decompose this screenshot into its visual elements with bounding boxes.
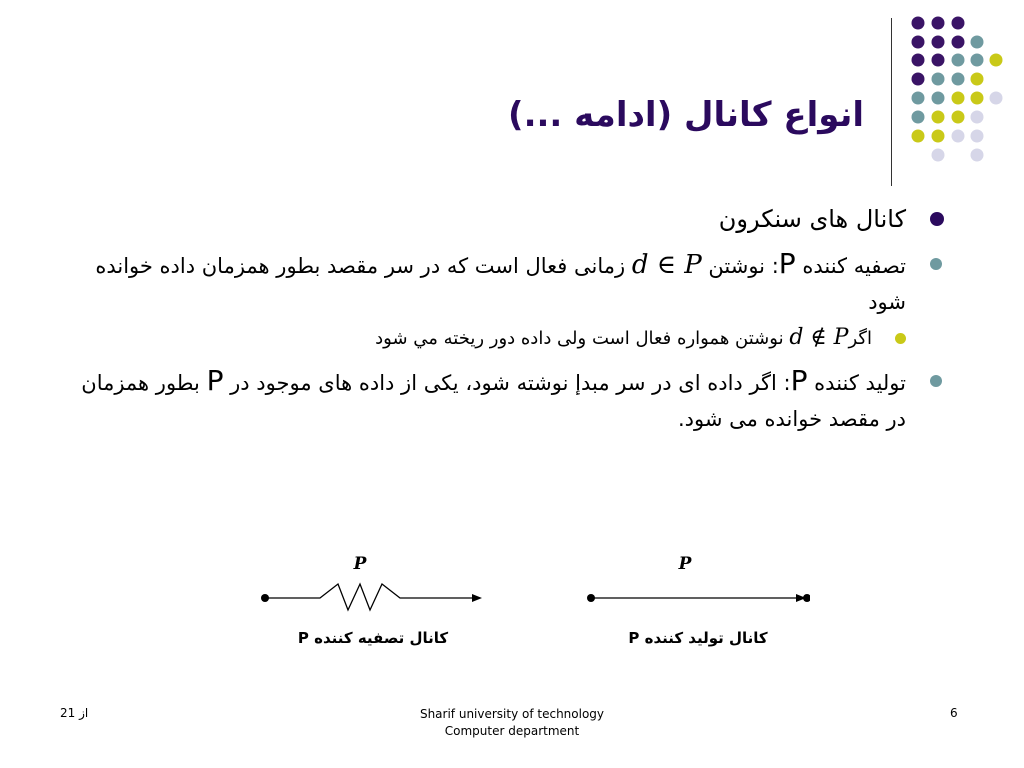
bullet-text: کانال های سنکرون — [718, 205, 906, 233]
bullet-synchronous-channels — [64, 200, 944, 238]
sub-bullet-discard — [64, 322, 944, 355]
bullet-dot-icon — [930, 212, 944, 226]
producer-channel-caption: کانال تولید کننده P — [628, 629, 768, 647]
bullet-text: بطور همزمان در مقصد خوانده می شود. — [81, 371, 906, 431]
arrow-right-icon — [472, 594, 482, 602]
bullet-text: : اگر داده ای در سر مبدإ نوشته شود، یکی از داده های موجود در — [223, 371, 791, 395]
bullet-p-symbol: P — [206, 364, 224, 397]
bullet-prefix: تولید کننده — [807, 371, 906, 395]
bullet-text: : نوشتن — [701, 254, 779, 278]
footer-institution — [362, 706, 662, 740]
footer-page-number: 6 — [950, 706, 958, 720]
filter-channel-zigzag-line — [265, 584, 472, 610]
footer-total-pages: از 21 — [60, 706, 89, 720]
producer-sink-dot — [803, 594, 810, 602]
bullet-prefix: اگر — [848, 328, 872, 349]
math-d-not-in-p: d ∉ P — [789, 325, 849, 350]
bullet-text: نوشتن همواره فعال است ولی داده دور ریخته مي شود — [375, 328, 784, 349]
bullet-dot-icon — [895, 333, 906, 344]
bullet-dot-icon — [930, 258, 942, 270]
title-divider — [891, 18, 892, 186]
bullet-dot-icon — [930, 375, 942, 387]
filter-channel-p-label: P — [353, 554, 367, 574]
bullet-prefix: تصفیه کننده — [795, 254, 906, 278]
bullet-p-symbol: P — [778, 247, 796, 280]
footer-university: Sharif university of technology — [419, 707, 605, 721]
bullet-filter-channel — [64, 246, 944, 320]
bullet-text: زمانی فعال است که در سر مقصد بطور همزمان داده خوانده شود — [95, 254, 906, 314]
math-d-in-p: d ∈ P — [631, 250, 702, 280]
channel-diagram — [250, 548, 810, 658]
bullet-p-symbol: P — [790, 364, 808, 397]
producer-channel-p-label: P — [678, 554, 692, 574]
footer-department: Computer department — [444, 724, 580, 738]
bullet-list — [64, 200, 944, 437]
filter-channel-caption: کانال تصفیه کننده P — [297, 629, 449, 647]
bullet-producer-channel — [64, 363, 944, 437]
slide-title: انواع کانال (ادامه ...) — [508, 95, 864, 135]
